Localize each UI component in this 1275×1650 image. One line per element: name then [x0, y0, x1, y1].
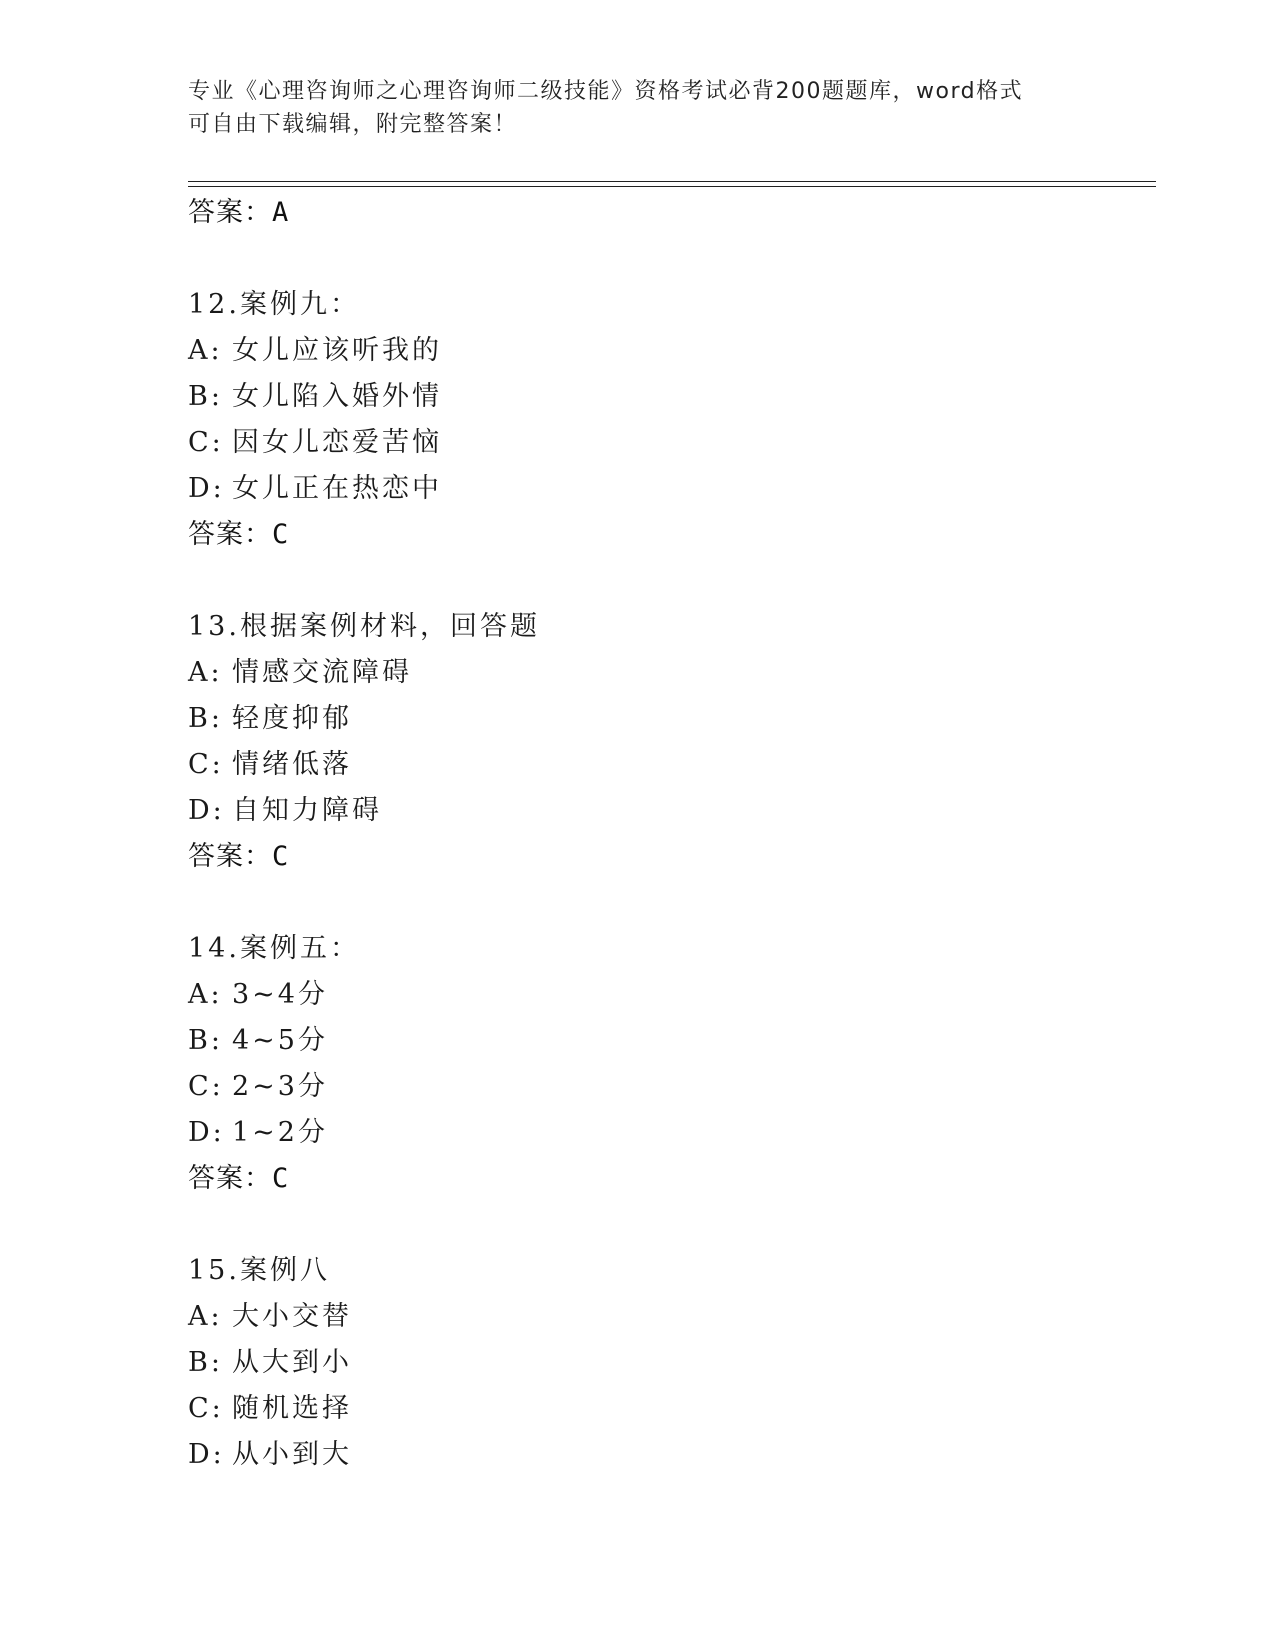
- question-title: 13.根据案例材料，回答题: [188, 611, 540, 642]
- option-text: 女儿陷入婚外情: [232, 381, 442, 412]
- answer-line: [188, 512, 1148, 558]
- option-text: 自知力障碍: [232, 795, 382, 826]
- option-c: [188, 1064, 1148, 1110]
- option-key: D:: [188, 473, 225, 504]
- answer-value: C: [272, 841, 290, 872]
- option-text: 女儿正在热恋中: [232, 473, 442, 504]
- option-a: [188, 328, 1148, 374]
- spacer: [188, 1202, 1148, 1248]
- option-key: D:: [188, 1117, 225, 1148]
- option-text: 从大到小: [232, 1347, 352, 1378]
- question-title: 14.案例五：: [188, 933, 360, 964]
- header-title-line-1: 专业《心理咨询师之心理咨询师二级技能》资格考试必背200题题库，word格式: [188, 79, 1024, 104]
- question-list: [188, 190, 1148, 1478]
- option-key: A:: [188, 979, 223, 1010]
- option-key: A:: [188, 1301, 223, 1332]
- option-key: B:: [188, 1347, 223, 1378]
- option-d: [188, 466, 1148, 512]
- option-a: [188, 972, 1148, 1018]
- answer-value: A: [272, 197, 290, 228]
- answer-label: 答案：: [188, 1163, 272, 1194]
- question-12: [188, 282, 1148, 558]
- document-header: [188, 75, 1088, 141]
- option-key: C:: [188, 1071, 224, 1102]
- question-title: 12.案例九：: [188, 289, 360, 320]
- option-text: 3~4分: [232, 979, 328, 1010]
- option-key: C:: [188, 749, 224, 780]
- answer-value: C: [272, 519, 290, 550]
- question-15: [188, 1248, 1148, 1478]
- option-text: 4~5分: [232, 1025, 328, 1056]
- option-a: [188, 650, 1148, 696]
- option-key: D:: [188, 1439, 225, 1470]
- option-key: A:: [188, 335, 223, 366]
- option-key: B:: [188, 703, 223, 734]
- spacer: [188, 880, 1148, 926]
- option-text: 大小交替: [232, 1301, 352, 1332]
- option-a: [188, 1294, 1148, 1340]
- option-b: [188, 374, 1148, 420]
- answer-line: [188, 834, 1148, 880]
- option-key: B:: [188, 1025, 223, 1056]
- option-d: [188, 788, 1148, 834]
- option-c: [188, 1386, 1148, 1432]
- question-14: [188, 926, 1148, 1202]
- answer-label: 答案：: [188, 519, 272, 550]
- option-b: [188, 1018, 1148, 1064]
- option-d: [188, 1432, 1148, 1478]
- option-text: 女儿应该听我的: [232, 335, 442, 366]
- header-title-line-2: 可自由下载编辑，附完整答案！: [188, 112, 518, 137]
- header-divider-top: [188, 181, 1156, 182]
- option-key: C:: [188, 1393, 224, 1424]
- spacer: [188, 558, 1148, 604]
- answer-line: [188, 1156, 1148, 1202]
- option-key: C:: [188, 427, 224, 458]
- option-text: 随机选择: [232, 1393, 352, 1424]
- option-text: 情感交流障碍: [232, 657, 412, 688]
- option-text: 2~3分: [232, 1071, 328, 1102]
- answer-label: 答案：: [188, 197, 272, 228]
- option-b: [188, 696, 1148, 742]
- option-key: B:: [188, 381, 223, 412]
- option-d: [188, 1110, 1148, 1156]
- option-text: 情绪低落: [232, 749, 352, 780]
- option-text: 因女儿恋爱苦恼: [232, 427, 442, 458]
- header-divider-bottom: [188, 186, 1156, 187]
- option-text: 轻度抑郁: [232, 703, 352, 734]
- question-title: 15.案例八: [188, 1255, 330, 1286]
- answer-line: [188, 190, 1148, 236]
- option-c: [188, 742, 1148, 788]
- option-c: [188, 420, 1148, 466]
- question-13: [188, 604, 1148, 880]
- option-text: 1~2分: [232, 1117, 328, 1148]
- option-text: 从小到大: [232, 1439, 352, 1470]
- answer-value: C: [272, 1163, 290, 1194]
- option-key: A:: [188, 657, 223, 688]
- answer-label: 答案：: [188, 841, 272, 872]
- option-key: D:: [188, 795, 225, 826]
- option-b: [188, 1340, 1148, 1386]
- spacer: [188, 236, 1148, 282]
